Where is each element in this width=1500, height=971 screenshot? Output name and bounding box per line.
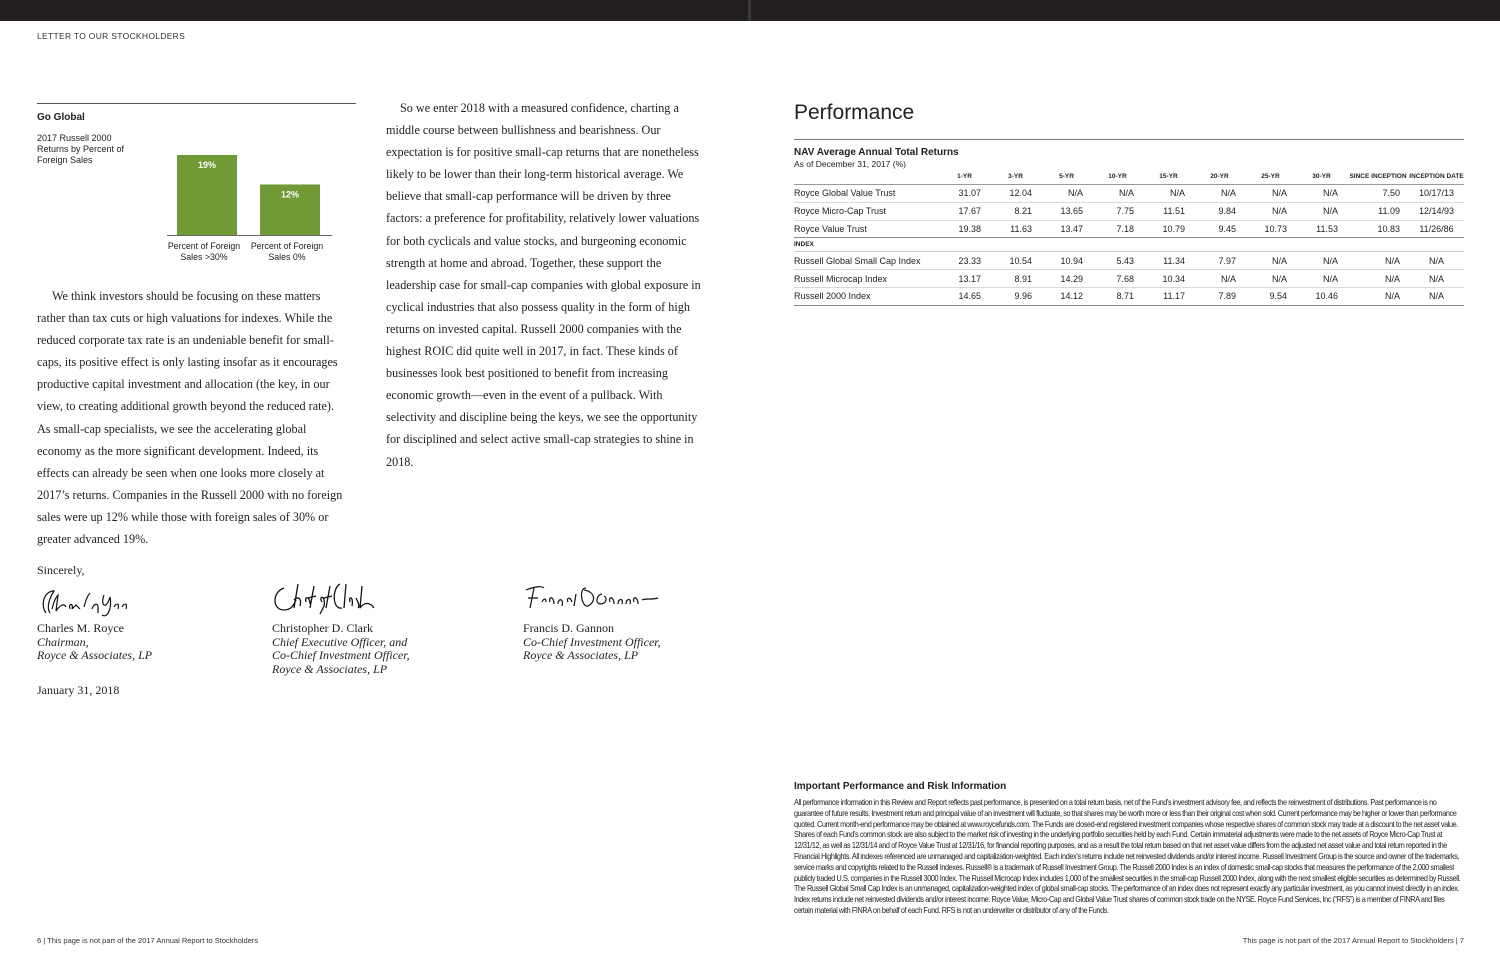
letter-paragraph-2: So we enter 2018 with a measured confidence, charting a middle course between bullishness and bearishness. Our expectation is for positive small-cap returns that are nonetheless likely to be lower than their long-term historical average. We believe that small-cap performance will be driven by three factors: a preference for profitability, relatively lower valuations for both cyclicals and value stocks, and burgeoning economic strength at home and abroad. Together, these support the leadership case for small-cap companies with global exposure in cyclical industries that also possess quality in the form of high returns on invested capital. Russell 2000 companies with the highest ROIC did quite well in 2017, in fact. These kinds of businesses look best positioned to benefit from increasing economic growth—even in the event of a pullback. With selectivity and discipline being the keys, we see the opportunity for disciplined and select active small-cap strategies to shine in 2018. <box>386 101 701 469</box>
table-cell: N/A <box>1194 270 1245 288</box>
table-cell: 10.79 <box>1143 220 1194 238</box>
signer-name: Francis D. Gannon <box>523 621 614 635</box>
signer-name: Charles M. Royce <box>37 621 124 635</box>
table-cell: 12/14/93 <box>1409 202 1464 220</box>
category-label: Sales >30% <box>180 252 228 262</box>
column-header: 30-YR <box>1296 173 1347 185</box>
table-cell: 5.43 <box>1092 252 1143 270</box>
row-label: Royce Micro-Cap Trust <box>794 202 939 220</box>
column-header: SINCE INCEPTION <box>1347 173 1409 185</box>
column-header <box>794 173 939 185</box>
row-label: Russell 2000 Index <box>794 287 939 305</box>
row-label: Royce Global Value Trust <box>794 185 939 203</box>
table-cell: 9.54 <box>1245 287 1296 305</box>
table-cell: N/A <box>1296 202 1347 220</box>
letter-date: January 31, 2018 <box>37 683 120 697</box>
table-cell: 10/17/13 <box>1409 185 1464 203</box>
row-label: Russell Global Small Cap Index <box>794 252 939 270</box>
table-cell: N/A <box>1409 270 1464 288</box>
column-header: 20-YR <box>1194 173 1245 185</box>
column-header: 3-YR <box>990 173 1041 185</box>
table-cell: 7.50 <box>1347 185 1409 203</box>
table-cell: N/A <box>1347 252 1409 270</box>
letter-paragraph-1: We think investors should be focusing on these matters rather than tax cuts or high valuations for indexes. While the reduced corporate tax rate is an undeniable benefit for small-caps, its positive effect is only lasting insofar as it encourages productive capital investment and allocation (the key, in our view, to creating additional growth beyond the reduced rate). As small-cap specialists, we see the accelerating global economy as the more significant development. Indeed, its effects can already be seen when one looks more closely at 2017’s returns. Companies in the Russell 2000 with no foreign sales were up 12% while those with foreign sales of 30% or greater advanced 19%. <box>37 289 343 547</box>
table-cell: 8.21 <box>990 202 1041 220</box>
table-cell: 14.29 <box>1041 270 1092 288</box>
table-cell: 13.17 <box>939 270 990 288</box>
table-cell: 11.63 <box>990 220 1041 238</box>
sidebar-rule <box>37 103 356 104</box>
performance-table <box>794 173 1464 306</box>
table-row <box>794 252 1464 270</box>
table-cell: 13.65 <box>1041 202 1092 220</box>
table-row <box>794 185 1464 203</box>
table-cell: 9.96 <box>990 287 1041 305</box>
table-cell: 7.68 <box>1092 270 1143 288</box>
table-cell: N/A <box>1296 270 1347 288</box>
signer-title: Royce & Associates, LP <box>272 661 388 676</box>
table-cell: N/A <box>1245 270 1296 288</box>
table-cell: 11/26/86 <box>1409 220 1464 238</box>
table-cell: N/A <box>1245 252 1296 270</box>
table-cell: N/A <box>1296 185 1347 203</box>
index-group-label: INDEX <box>794 238 1464 252</box>
data-label: 12% <box>280 189 300 200</box>
table-cell: 8.71 <box>1092 287 1143 305</box>
table-cell: N/A <box>1245 202 1296 220</box>
table-cell: 14.65 <box>939 287 990 305</box>
table-cell: 14.12 <box>1041 287 1092 305</box>
table-cell: 12.04 <box>990 185 1041 203</box>
signer-title: Chairman, <box>37 634 89 649</box>
chart-description: 2017 Russell 2000 Returns by Percent of Foreign Sales <box>37 133 125 165</box>
performance-title: Performance <box>794 101 915 124</box>
table-cell: 11.53 <box>1296 220 1347 238</box>
column-header: INCEPTION DATE <box>1409 173 1464 185</box>
table-header-row <box>794 173 1464 185</box>
category-label: Sales 0% <box>268 252 306 262</box>
gannon-signature <box>522 580 662 616</box>
table-cell: 9.84 <box>1194 202 1245 220</box>
table-cell: 7.89 <box>1194 287 1245 305</box>
signer-title: Chief Executive Officer, and <box>272 634 408 649</box>
table-subtitle: As of December 31, 2017 (%) <box>794 159 906 169</box>
table-cell: 11.09 <box>1347 202 1409 220</box>
column-header: 1-YR <box>939 173 990 185</box>
signer-title: Royce & Associates, LP <box>37 648 153 662</box>
table-cell: 19.38 <box>939 220 990 238</box>
table-cell: 7.75 <box>1092 202 1143 220</box>
go-global-sidebar <box>37 103 356 262</box>
column-header: 10-YR <box>1092 173 1143 185</box>
table-cell: 11.34 <box>1143 252 1194 270</box>
sidebar-title: Go Global <box>37 112 85 123</box>
table-cell: 17.67 <box>939 202 990 220</box>
risk-text: All performance information in this Review and Report reflects past performance, is presented on a total return basis, net of the Fund’s investment advisory fee, and reflects the reinvestment of distributions. Past performance is no guarantee of future results. Investment return and principal value of an investment will fluctuate, so that shares may be worth more or less than their original cost when sold. Current performance may be higher or lower than performance quoted. Current month-end performance may be obtained at www.roycefunds.com. The Funds are closed-end registered investment companies whose respective shares of common stock may trade at a discount to the net asset value. Shares of each Fund’s common stock are also subject to the market risk of investing in the underlying portfolio securities held by each Fund. Certain immaterial adjustments were made to the net assets of Royce Micro-Cap Trust at 12/31/12, as well as 12/31/14 and of Royce Value Trust at 12/31/16, for financial reporting purposes, and as a result the total return based on that net asset value differs from the adjusted net asset value and total return reported in the Financial Highlights. All indexes referenced are unmanaged and capitalization-weighted. Each index’s returns include net reinvested dividends and/or interest income. Russell Investment Group is the source and owner of the trademarks, service marks and copyrights related to the Russell Indexes. Russell® is a trademark of Russell Investment Group. The Russell 2000 Index is an index of domestic small-cap stocks that measures the performance of the 2,000 smallest publicly traded U.S. companies in the Russell 3000 Index. The Russell Microcap Index includes 1,000 of the smallest securities in the small-cap Russell 2000 Index, along with the next smallest eligible securities as determined by Russell. The Russell Global Small Cap Index is an unmanaged, capitalization-weighted index of global small-cap stocks. The performance of an index does not represent exactly any particular investment, as you cannot invest directly in an index. Index returns include net reinvested dividends and/or interest income. Royce Value, Micro-Cap and Global Value Trust shares of common stock trade on the NYSE. Royce Fund Services, Inc (“RFS”) is a member of FINRA and files certain material with FINRA on behalf of each Fund. RFS is not an underwriter or distributor of any of the Funds. <box>794 798 1461 915</box>
table-cell: N/A <box>1409 252 1464 270</box>
table-cell: N/A <box>1347 270 1409 288</box>
section-label: LETTER TO OUR STOCKHOLDERS <box>37 31 186 41</box>
footer-right: This page is not part of the 2017 Annual Report to Stockholders | 7 <box>1242 936 1464 945</box>
table-cell: N/A <box>1041 185 1092 203</box>
table-row <box>794 202 1464 220</box>
table-cell: 10.94 <box>1041 252 1092 270</box>
table-cell: N/A <box>1194 185 1245 203</box>
table-row <box>794 220 1464 238</box>
page-gutter <box>748 0 751 21</box>
data-label: 19% <box>197 160 217 170</box>
table-cell: N/A <box>1409 287 1464 305</box>
signer-clark <box>272 622 410 676</box>
table-cell: 7.18 <box>1092 220 1143 238</box>
table-cell: N/A <box>1347 287 1409 305</box>
index-group-row <box>794 238 1464 252</box>
table-cell: 31.07 <box>939 185 990 203</box>
table-cell: 10.73 <box>1245 220 1296 238</box>
foreign-sales-bar-chart <box>162 127 362 267</box>
table-row <box>794 287 1464 305</box>
row-label: Russell Microcap Index <box>794 270 939 288</box>
signer-title: Co-Chief Investment Officer, <box>272 648 410 662</box>
category-label: Percent of Foreign <box>167 241 241 251</box>
signer-title: Co-Chief Investment Officer, <box>523 634 661 649</box>
signer-name: Christopher D. Clark <box>272 621 373 635</box>
table-cell: N/A <box>1143 185 1194 203</box>
table-cell: 10.34 <box>1143 270 1194 288</box>
table-cell: N/A <box>1092 185 1143 203</box>
column-header: 25-YR <box>1245 173 1296 185</box>
table-cell: 10.83 <box>1347 220 1409 238</box>
table-title: NAV Average Annual Total Returns <box>794 147 959 158</box>
table-cell: 10.54 <box>990 252 1041 270</box>
royce-signature <box>36 585 131 621</box>
clark-signature <box>270 578 385 618</box>
table-cell: 23.33 <box>939 252 990 270</box>
table-cell: 9.45 <box>1194 220 1245 238</box>
column-header: 5-YR <box>1041 173 1092 185</box>
row-label: Royce Value Trust <box>794 220 939 238</box>
signer-royce <box>37 622 152 663</box>
table-cell: N/A <box>1245 185 1296 203</box>
category-label: Percent of Foreign <box>250 241 324 251</box>
table-cell: 8.91 <box>990 270 1041 288</box>
table-cell: N/A <box>1296 252 1347 270</box>
risk-title: Important Performance and Risk Information <box>794 781 1007 792</box>
column-header: 15-YR <box>1143 173 1194 185</box>
table-row <box>794 270 1464 288</box>
table-cell: 11.51 <box>1143 202 1194 220</box>
signer-title: Royce & Associates, LP <box>523 648 639 662</box>
closing: Sincerely, <box>37 563 85 577</box>
table-cell: 10.46 <box>1296 287 1347 305</box>
performance-rule <box>794 139 1464 140</box>
footer-left: 6 | This page is not part of the 2017 Annual Report to Stockholders <box>37 936 259 945</box>
signer-gannon <box>523 622 661 663</box>
table-cell: 13.47 <box>1041 220 1092 238</box>
table-cell: 11.17 <box>1143 287 1194 305</box>
table-cell: 7.97 <box>1194 252 1245 270</box>
